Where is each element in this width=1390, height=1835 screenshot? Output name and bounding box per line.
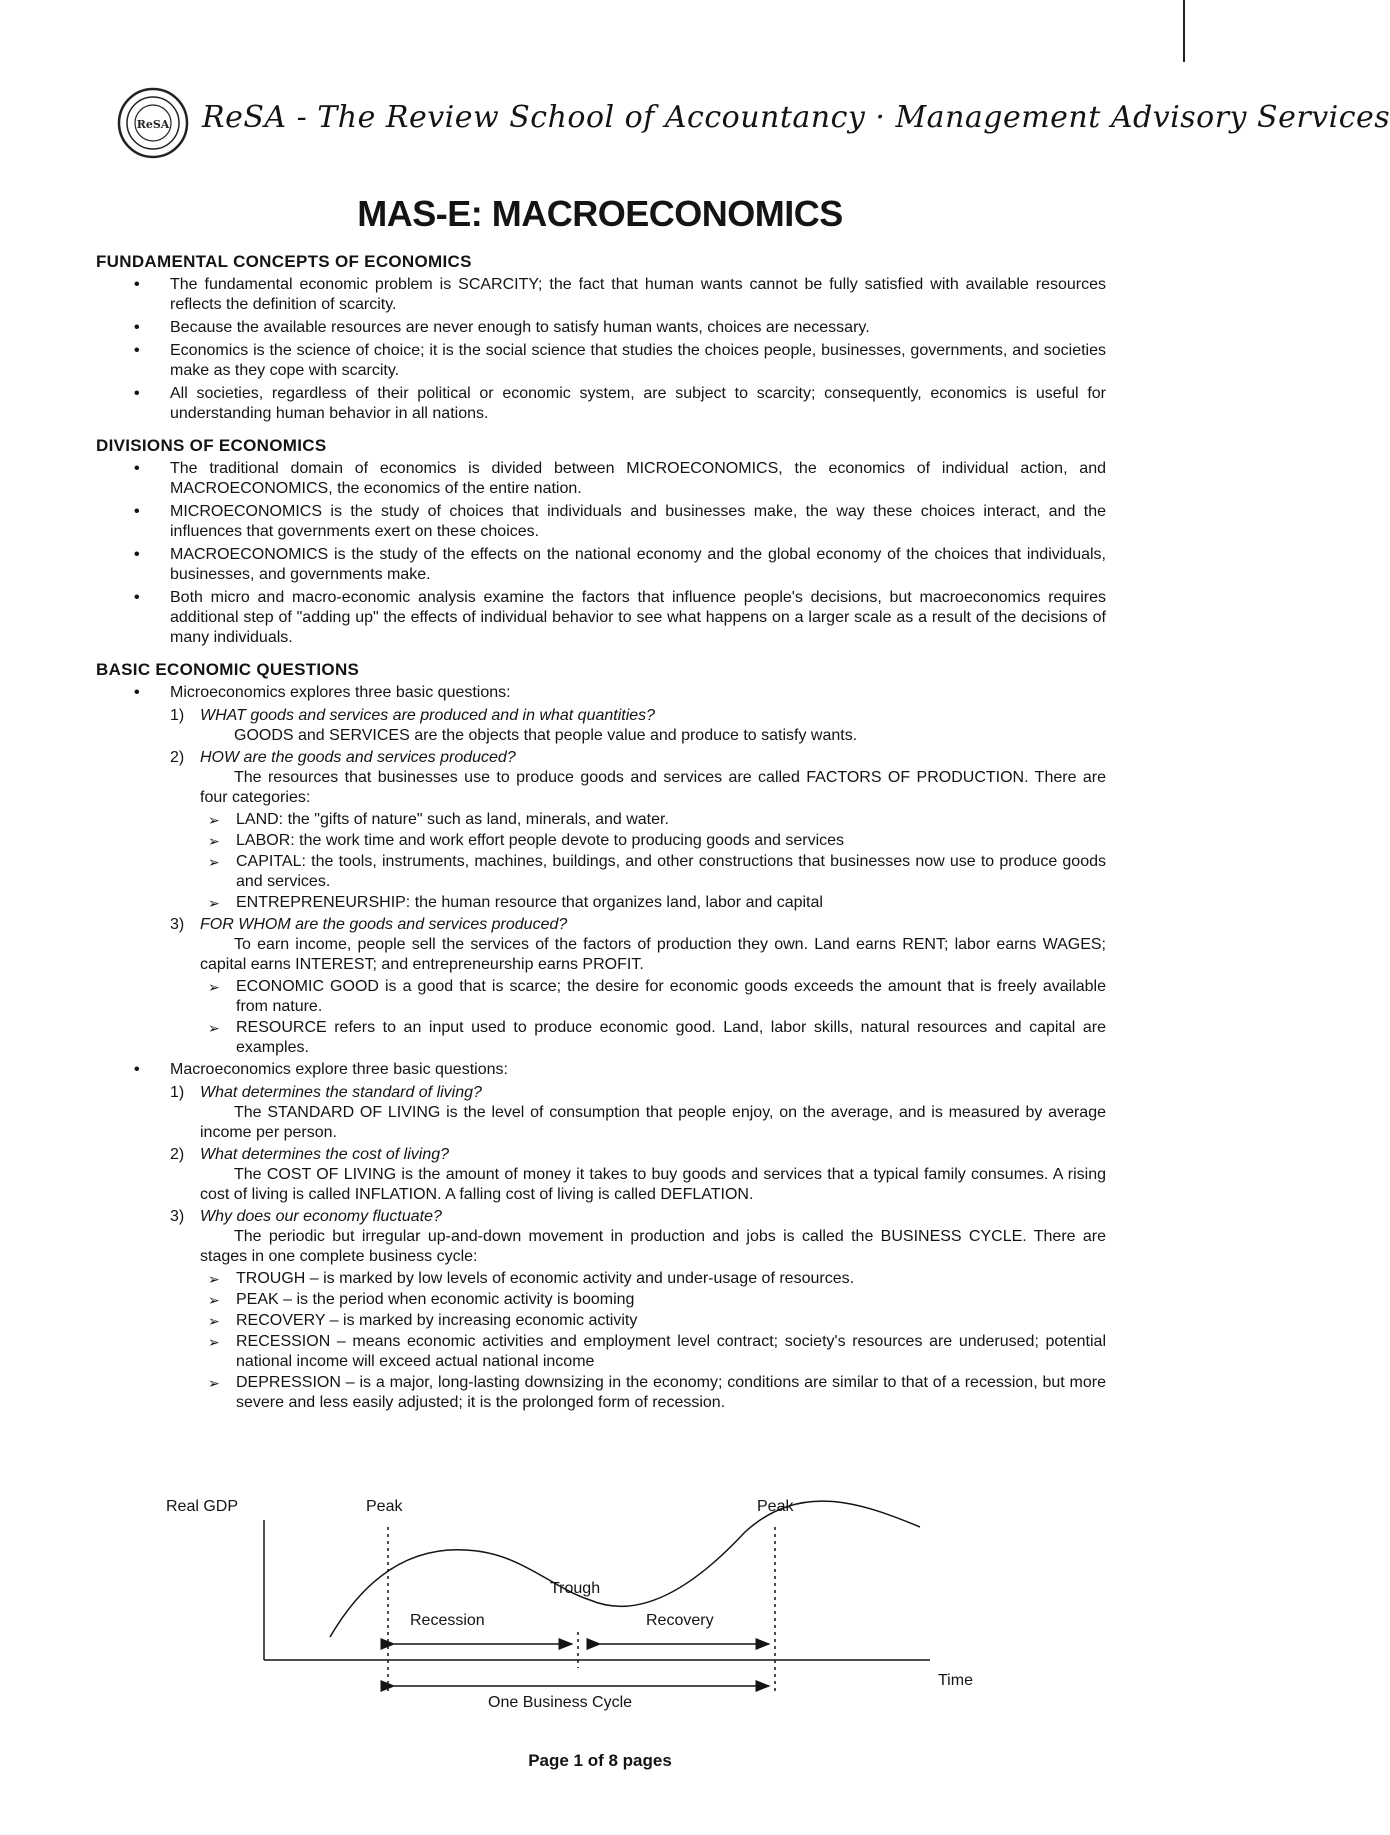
question-text: Why does our economy fluctuate? bbox=[200, 1208, 442, 1225]
list-item: ➢ RECESSION – means economic activities and employment level contract; society's resources are underused; potential national income will exceed actual national income bbox=[96, 1332, 1106, 1372]
question-item bbox=[96, 706, 1106, 726]
question-number: 3) bbox=[170, 916, 185, 933]
answer-text: To earn income, people sell the services of the factors of production they own. Land earns RENT; labor earns WAGES; capital earns INTEREST; and entrepreneurship earns PROFIT. bbox=[200, 936, 1106, 973]
list-item: • Microeconomics explores three basic questions: bbox=[96, 683, 1106, 703]
question-item bbox=[96, 915, 1106, 935]
list-item: ➢ PEAK – is the period when economic activity is booming bbox=[96, 1290, 1106, 1310]
page-title: MAS-E: MACROECONOMICS bbox=[357, 193, 843, 234]
school-seal-icon bbox=[116, 86, 190, 160]
school-name: ReSA - The Review School of Accountancy · Management Advisory Services bbox=[202, 100, 1390, 135]
bullet-list bbox=[96, 275, 1106, 424]
question-text: HOW are the goods and services produced? bbox=[200, 749, 516, 766]
cycle-label: One Business Cycle bbox=[488, 1694, 633, 1711]
question-text: What determines the cost of living? bbox=[200, 1146, 450, 1163]
list-item: ➢ TROUGH – is marked by low levels of economic activity and under-usage of resources. bbox=[96, 1269, 1106, 1289]
list-item: ➢ RECOVERY – is marked by increasing economic activity bbox=[96, 1311, 1106, 1331]
list-item: ➢ ENTREPRENEURSHIP: the human resource that organizes land, labor and capital bbox=[96, 893, 1106, 913]
list-item: • Because the available resources are never enough to satisfy human wants, choices are necessary. bbox=[96, 318, 1106, 338]
answer-text: The periodic but irregular up-and-down movement in production and jobs is called the BUSINESS CYCLE. There are stages in one complete business cycle: bbox=[200, 1228, 1106, 1265]
question-item bbox=[96, 1207, 1106, 1227]
svg-text:ReSA: ReSA bbox=[136, 118, 170, 131]
section-fundamental-concepts bbox=[96, 252, 1106, 424]
page-number: Page 1 of 8 pages bbox=[528, 1751, 672, 1770]
main-content bbox=[96, 252, 1106, 1425]
list-item: ➢ CAPITAL: the tools, instruments, machines, buildings, and other constructions that businesses now use to produce goods and services. bbox=[96, 852, 1106, 892]
answer-text: The COST OF LIVING is the amount of money it takes to buy goods and services that a typical family consumes. A rising cost of living is called INFLATION. A falling cost of living is called DEFLATION. bbox=[200, 1166, 1106, 1203]
letterhead bbox=[116, 86, 1390, 160]
list-item: ➢ LAND: the "gifts of nature" such as land, minerals, and water. bbox=[96, 810, 1106, 830]
section-divisions bbox=[96, 436, 1106, 648]
y-axis-label: Real GDP bbox=[166, 1498, 239, 1515]
section-title: DIVISIONS OF ECONOMICS bbox=[96, 436, 327, 455]
peak-label: Peak bbox=[757, 1498, 794, 1515]
question-item bbox=[96, 1083, 1106, 1103]
recession-label: Recession bbox=[410, 1612, 485, 1629]
question-item bbox=[96, 1145, 1106, 1165]
question-number: 1) bbox=[170, 707, 185, 724]
scan-edge-line bbox=[1183, 0, 1185, 62]
list-item: • Macroeconomics explore three basic questions: bbox=[96, 1060, 1106, 1080]
recovery-label: Recovery bbox=[646, 1612, 714, 1629]
bullet-list bbox=[96, 683, 1106, 703]
list-item: • MACROECONOMICS is the study of the effects on the national economy and the global economy of the choices that individuals, businesses, and governments make. bbox=[96, 545, 1106, 585]
list-item: ➢ ECONOMIC GOOD is a good that is scarce; the desire for economic goods exceeds the amount that is freely available from nature. bbox=[96, 977, 1106, 1017]
list-item: ➢ DEPRESSION – is a major, long-lasting downsizing in the economy; conditions are similar to that of a recession, but more severe and less easily adjusted; it is the prolonged form of recession. bbox=[96, 1373, 1106, 1413]
list-item: ➢ RESOURCE refers to an input used to produce economic good. Land, labor skills, natural resources and capital are examples. bbox=[96, 1018, 1106, 1058]
answer-text: The STANDARD OF LIVING is the level of consumption that people enjoy, on the average, and is measured by average income per person. bbox=[200, 1104, 1106, 1141]
list-item: ➢ LABOR: the work time and work effort people devote to producing goods and services bbox=[96, 831, 1106, 851]
peak-label: Peak bbox=[366, 1498, 403, 1515]
answer-text: GOODS and SERVICES are the objects that people value and produce to satisfy wants. bbox=[234, 727, 858, 744]
x-axis-label: Time bbox=[938, 1672, 973, 1689]
arrow-list bbox=[96, 977, 1106, 1058]
question-number: 1) bbox=[170, 1084, 185, 1101]
question-item bbox=[96, 748, 1106, 768]
list-item: • Both micro and macro-economic analysis examine the factors that influence people's decisions, but macroeconomics requires additional step of "adding up" the effects of individual behavior to see what happens on a larger scale as a result of the decisions of many individuals. bbox=[96, 588, 1106, 648]
section-title: BASIC ECONOMIC QUESTIONS bbox=[96, 660, 360, 679]
section-title: FUNDAMENTAL CONCEPTS OF ECONOMICS bbox=[96, 252, 472, 271]
list-item: • The fundamental economic problem is SCARCITY; the fact that human wants cannot be fully satisfied with available resources reflects the definition of scarcity. bbox=[96, 275, 1106, 315]
question-text: WHAT goods and services are produced and in what quantities? bbox=[200, 707, 656, 724]
trough-label: Trough bbox=[550, 1580, 601, 1597]
question-number: 2) bbox=[170, 749, 185, 766]
answer-text: The resources that businesses use to produce goods and services are called FACTORS OF PRODUCTION. There are four categories: bbox=[200, 769, 1106, 806]
arrow-list bbox=[96, 1269, 1106, 1413]
list-item: • All societies, regardless of their political or economic system, are subject to scarcity; consequently, economics is useful for understanding human behavior in all nations. bbox=[96, 384, 1106, 424]
list-item: • MICROECONOMICS is the study of choices that individuals and businesses make, the way these choices interact, and the influences that governments exert on these choices. bbox=[96, 502, 1106, 542]
question-number: 2) bbox=[170, 1146, 185, 1163]
question-text: FOR WHOM are the goods and services produced? bbox=[200, 916, 568, 933]
business-cycle-diagram bbox=[160, 1492, 1040, 1722]
list-item: • The traditional domain of economics is divided between MICROECONOMICS, the economics of individual action, and MACROECONOMICS, the economics of the entire nation. bbox=[96, 459, 1106, 499]
bullet-list bbox=[96, 459, 1106, 648]
question-text: What determines the standard of living? bbox=[200, 1084, 482, 1101]
question-number: 3) bbox=[170, 1208, 185, 1225]
section-basic-questions bbox=[96, 660, 1106, 1413]
arrow-list bbox=[96, 810, 1106, 913]
bullet-list bbox=[96, 1060, 1106, 1080]
list-item: • Economics is the science of choice; it is the social science that studies the choices people, businesses, governments, and societies make as they cope with scarcity. bbox=[96, 341, 1106, 381]
diagram-canvas bbox=[160, 1492, 1040, 1722]
